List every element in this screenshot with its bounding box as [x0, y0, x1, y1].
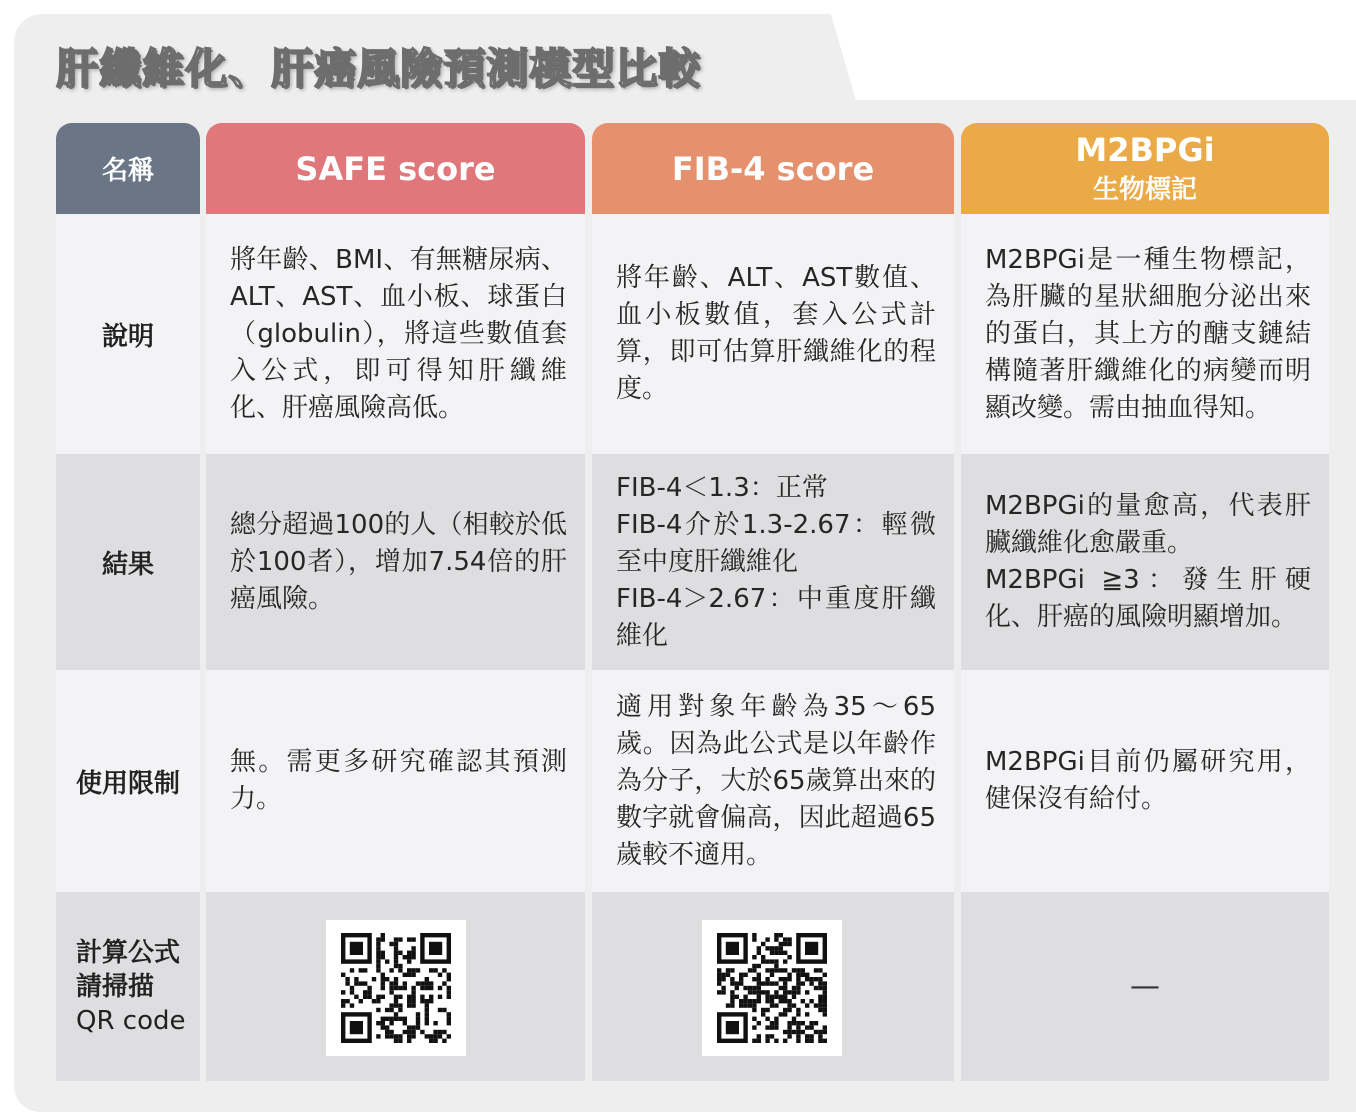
cell-safe-limitation — [206, 670, 585, 892]
header-safe-score — [206, 123, 585, 214]
cell-safe-formula — [206, 892, 585, 1081]
empty-dash: — — [1130, 969, 1160, 1004]
cell-text: 無。需更多研究確認其預測力。 — [230, 747, 567, 814]
row-label-line: QR code — [76, 1005, 186, 1036]
cell-m2bpgi-result — [961, 454, 1329, 670]
cell-m2bpgi-limitation — [961, 670, 1329, 892]
header-m2bpgi-subtitle: 生物標記 — [1092, 175, 1197, 205]
cell-line: M2BPGi的量愈高，代表肝臟纖維化愈嚴重。 — [985, 491, 1311, 558]
cell-fib4-formula — [592, 892, 954, 1081]
cell-safe-description — [206, 214, 585, 454]
header-label — [56, 123, 200, 214]
header-fib4-score — [592, 123, 954, 214]
header-safe-text: SAFE score — [295, 149, 496, 188]
header-fib4-text: FIB-4 score — [671, 149, 875, 188]
cell-text: 總分超過100的人（相較於低於100者），增加7.54倍的肝癌風險。 — [230, 509, 567, 614]
cell-line: M2BPGi ≧3：發生肝硬化、肝癌的風險明顯增加。 — [985, 565, 1311, 632]
header-label-text: 名稱 — [101, 156, 154, 186]
header-m2bpgi — [961, 123, 1329, 214]
row-label-line: 請掃描 — [76, 971, 155, 1002]
row-label-limitation — [56, 670, 200, 892]
qr-code-icon[interactable] — [326, 920, 466, 1056]
row-label-description — [56, 214, 200, 454]
row-label-text: 使用限制 — [75, 768, 180, 799]
row-label-result — [56, 454, 200, 670]
cell-text: M2BPGi目前仍屬研究用，健保沒有給付。 — [985, 747, 1311, 814]
cell-text: 將年齡、ALT、AST數值、血小板數值，套入公式計算，即可估算肝纖維化的程度。 — [616, 263, 936, 404]
cell-safe-result — [206, 454, 585, 670]
row-label-formula — [56, 892, 200, 1081]
cell-m2bpgi-description — [961, 214, 1329, 454]
cell-text: M2BPGi是一種生物標記，為肝臟的星狀細胞分泌出來的蛋白，其上方的醣支鏈結構隨著肝纖維化的病變而明顯改變。需由抽血得知。 — [985, 244, 1311, 423]
cell-text: 將年齡、BMI、有無糖尿病、ALT、AST、血小板、球蛋白（globulin），將這些數值套入公式，即可得知肝纖維化、肝癌風險高低。 — [230, 244, 567, 423]
cell-m2bpgi-formula — [961, 892, 1329, 1081]
cell-line: FIB-4＜1.3：正常 — [616, 472, 828, 503]
page-title: 肝纖維化、肝癌風險預測模型比較 — [56, 44, 702, 93]
row-label-line: 計算公式 — [76, 937, 181, 968]
header-m2bpgi-text: M2BPGi — [1075, 131, 1215, 169]
cell-text: 適用對象年齡為35～65歲。因為此公式是以年齡作為分子，大於65歲算出來的數字就會偏高，因此超過65歲較不適用。 — [616, 691, 936, 870]
cell-line: FIB-4＞2.67：中重度肝纖維化 — [616, 583, 936, 651]
cell-fib4-result — [592, 454, 954, 670]
row-label-text: 結果 — [101, 549, 154, 580]
cell-fib4-description — [592, 214, 954, 454]
cell-fib4-limitation — [592, 670, 954, 892]
row-label-text: 說明 — [101, 321, 154, 352]
cell-line: FIB-4介於1.3-2.67：輕微至中度肝纖維化 — [616, 509, 936, 577]
qr-code-icon[interactable] — [702, 920, 842, 1056]
